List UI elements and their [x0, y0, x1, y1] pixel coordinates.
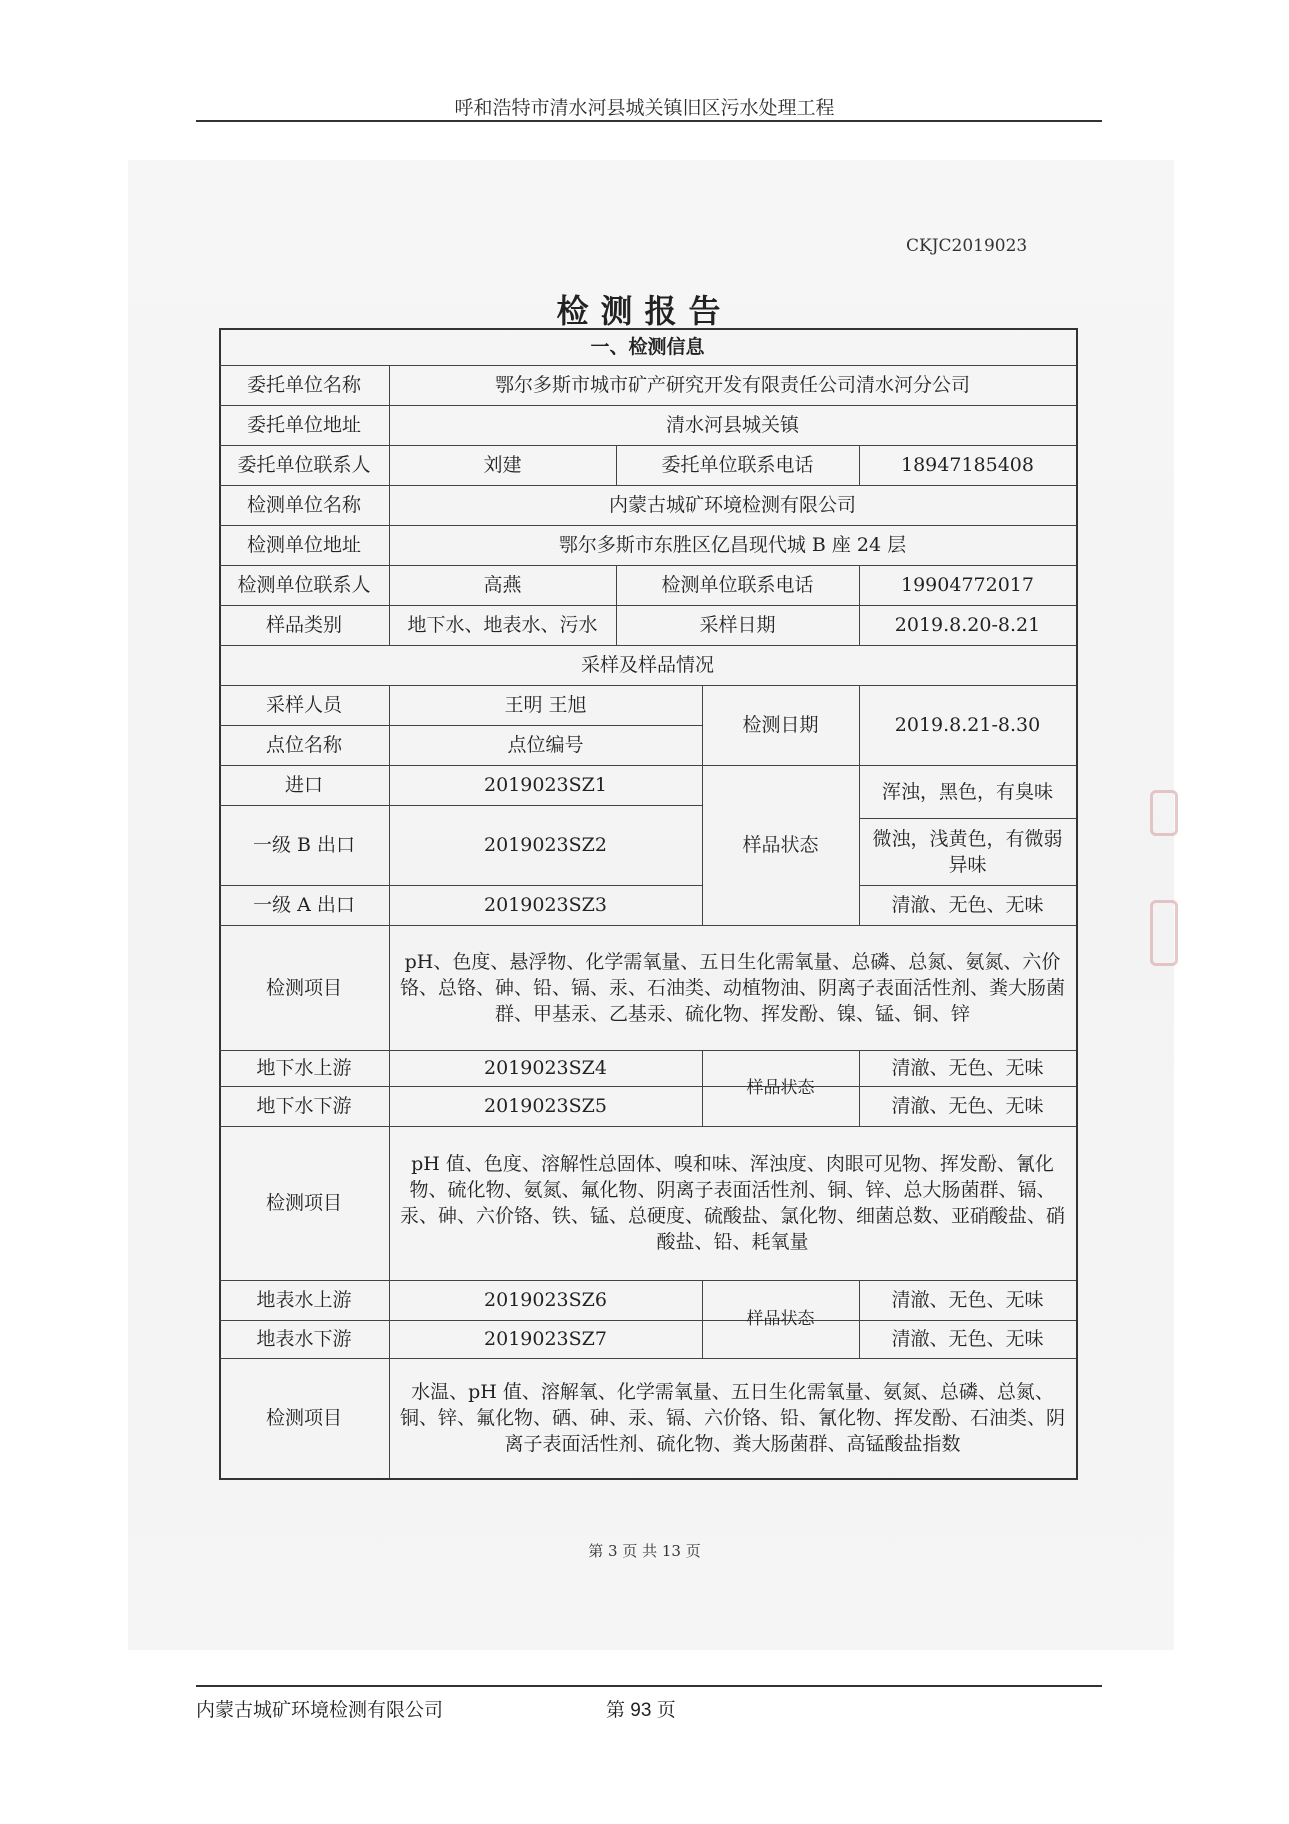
- footer-divider: [196, 1685, 1102, 1687]
- sampler-label: 采样人员: [265, 694, 342, 716]
- surfacewater-point-name: 地表水下游: [256, 1328, 352, 1350]
- sample-type-label: 样品类别: [265, 614, 342, 636]
- lab-phone-value: 19904772017: [901, 574, 1034, 596]
- groundwater-sample-state: 清澈、无色、无味: [891, 1095, 1044, 1117]
- client-address-label: 委托单位地址: [246, 414, 361, 436]
- client-phone-value: 18947185408: [901, 454, 1034, 476]
- lab-name-label: 检测单位名称: [246, 494, 361, 516]
- lab-address-label: 检测单位地址: [246, 534, 361, 556]
- client-name-value: 鄂尔多斯市城市矿产研究开发有限责任公司清水河分公司: [494, 374, 970, 396]
- client-address-value: 清水河县城关镇: [665, 414, 799, 436]
- section-title-info: 一、检测信息: [590, 335, 705, 358]
- client-contact-label: 委托单位联系人: [237, 454, 371, 476]
- section-title-sampling: 采样及样品情况: [580, 654, 714, 676]
- seal-mark: [1150, 790, 1178, 836]
- footer-page-number: 第 93 页: [606, 1700, 676, 1721]
- wastewater-point-name: 一级 B 出口: [252, 834, 356, 856]
- groundwater-point-name: 地下水上游: [256, 1057, 352, 1079]
- wastewater-point-code: 2019023SZ3: [484, 894, 607, 916]
- wastewater-sample-state: 微浊，浅黄色，有微弱异味: [872, 827, 1063, 876]
- report-title: 检测报告: [556, 292, 733, 330]
- sample-type-value: 地下水、地表水、污水: [407, 614, 598, 636]
- point-name-label: 点位名称: [265, 734, 342, 756]
- groundwater-point-code: 2019023SZ5: [484, 1095, 607, 1117]
- lab-contact-value: 高燕: [483, 574, 522, 596]
- lab-name-value: 内蒙古城矿环境检测有限公司: [608, 494, 856, 516]
- inspection-info-table: [219, 328, 1078, 1480]
- surfacewater-sample-state: 清澈、无色、无味: [891, 1328, 1044, 1350]
- report-number: CKJC2019023: [906, 236, 1028, 256]
- wastewater-point-name: 进口: [284, 774, 323, 796]
- wastewater-point-code: 2019023SZ2: [484, 834, 607, 856]
- surfacewater-point-code: 2019023SZ6: [484, 1289, 607, 1311]
- wastewater-sample-state: 清澈、无色、无味: [891, 894, 1044, 916]
- lab-contact-label: 检测单位联系人: [237, 574, 371, 596]
- client-name-label: 委托单位名称: [246, 374, 361, 396]
- groundwater-point-name: 地下水下游: [256, 1095, 352, 1117]
- wastewater-test-items: pH、色度、悬浮物、化学需氧量、五日生化需氧量、总磷、总氮、氨氮、六价铬、总铬、砷、铅、镉、汞、石油类、动植物油、阴离子表面活性剂、粪大肠菌群、甲基汞、乙基汞、硫化物、挥发酚、镍、锰、铜、锌: [399, 950, 1065, 1025]
- sampling-date-label: 采样日期: [699, 614, 776, 636]
- footer-company: 内蒙古城矿环境检测有限公司: [196, 1700, 444, 1721]
- surfacewater-state-label: 样品状态: [746, 1309, 815, 1329]
- test-date-value: 2019.8.21-8.30: [894, 714, 1041, 736]
- groundwater-state-label: 样品状态: [746, 1078, 815, 1098]
- inner-page-number: 第 3 页 共 13 页: [588, 1542, 701, 1560]
- test-date-label: 检测日期: [742, 714, 819, 736]
- groundwater-sample-state: 清澈、无色、无味: [891, 1057, 1044, 1079]
- point-code-label: 点位编号: [507, 734, 584, 756]
- wastewater-items-label: 检测项目: [265, 976, 342, 999]
- lab-address-value: 鄂尔多斯市东胜区亿昌现代城 B 座 24 层: [558, 534, 907, 556]
- wastewater-state-label: 样品状态: [742, 834, 819, 856]
- groundwater-test-items: pH 值、色度、溶解性总固体、嗅和味、浑浊度、肉眼可见物、挥发酚、氰化物、硫化物、氨氮、氟化物、阴离子表面活性剂、铜、锌、总大肠菌群、镉、汞、砷、六价铬、铁、锰、总硬度、硫酸盐、氯化物、细菌总数、亚硝酸盐、硝酸盐、铅、耗氧量: [399, 1153, 1065, 1253]
- surfacewater-items-label: 检测项目: [265, 1407, 342, 1429]
- lab-phone-label: 检测单位联系电话: [661, 574, 814, 596]
- client-contact-value: 刘建: [483, 454, 522, 476]
- surfacewater-point-code: 2019023SZ7: [484, 1328, 607, 1350]
- sampling-date-value: 2019.8.20-8.21: [894, 614, 1041, 636]
- surfacewater-sample-state: 清澈、无色、无味: [891, 1289, 1044, 1311]
- wastewater-point-code: 2019023SZ1: [484, 774, 607, 796]
- wastewater-sample-state: 浑浊，黑色，有臭味: [881, 780, 1053, 803]
- wastewater-point-name: 一级 A 出口: [253, 894, 355, 916]
- surfacewater-point-name: 地表水上游: [256, 1289, 352, 1311]
- header-divider: [196, 120, 1102, 122]
- seal-mark: [1150, 900, 1178, 966]
- client-phone-label: 委托单位联系电话: [661, 454, 814, 476]
- sampler-value: 王明 王旭: [504, 694, 587, 716]
- document-header-title: 呼和浩特市清水河县城关镇旧区污水处理工程: [454, 97, 835, 119]
- groundwater-items-label: 检测项目: [265, 1192, 342, 1214]
- surfacewater-test-items: 水温、pH 值、溶解氧、化学需氧量、五日生化需氧量、氨氮、总磷、总氮、铜、锌、氟化物、硒、砷、汞、镉、六价铬、铅、氰化物、挥发酚、石油类、阴离子表面活性剂、硫化物、粪大肠菌群、高锰酸盐指数: [399, 1381, 1065, 1455]
- groundwater-point-code: 2019023SZ4: [484, 1057, 607, 1079]
